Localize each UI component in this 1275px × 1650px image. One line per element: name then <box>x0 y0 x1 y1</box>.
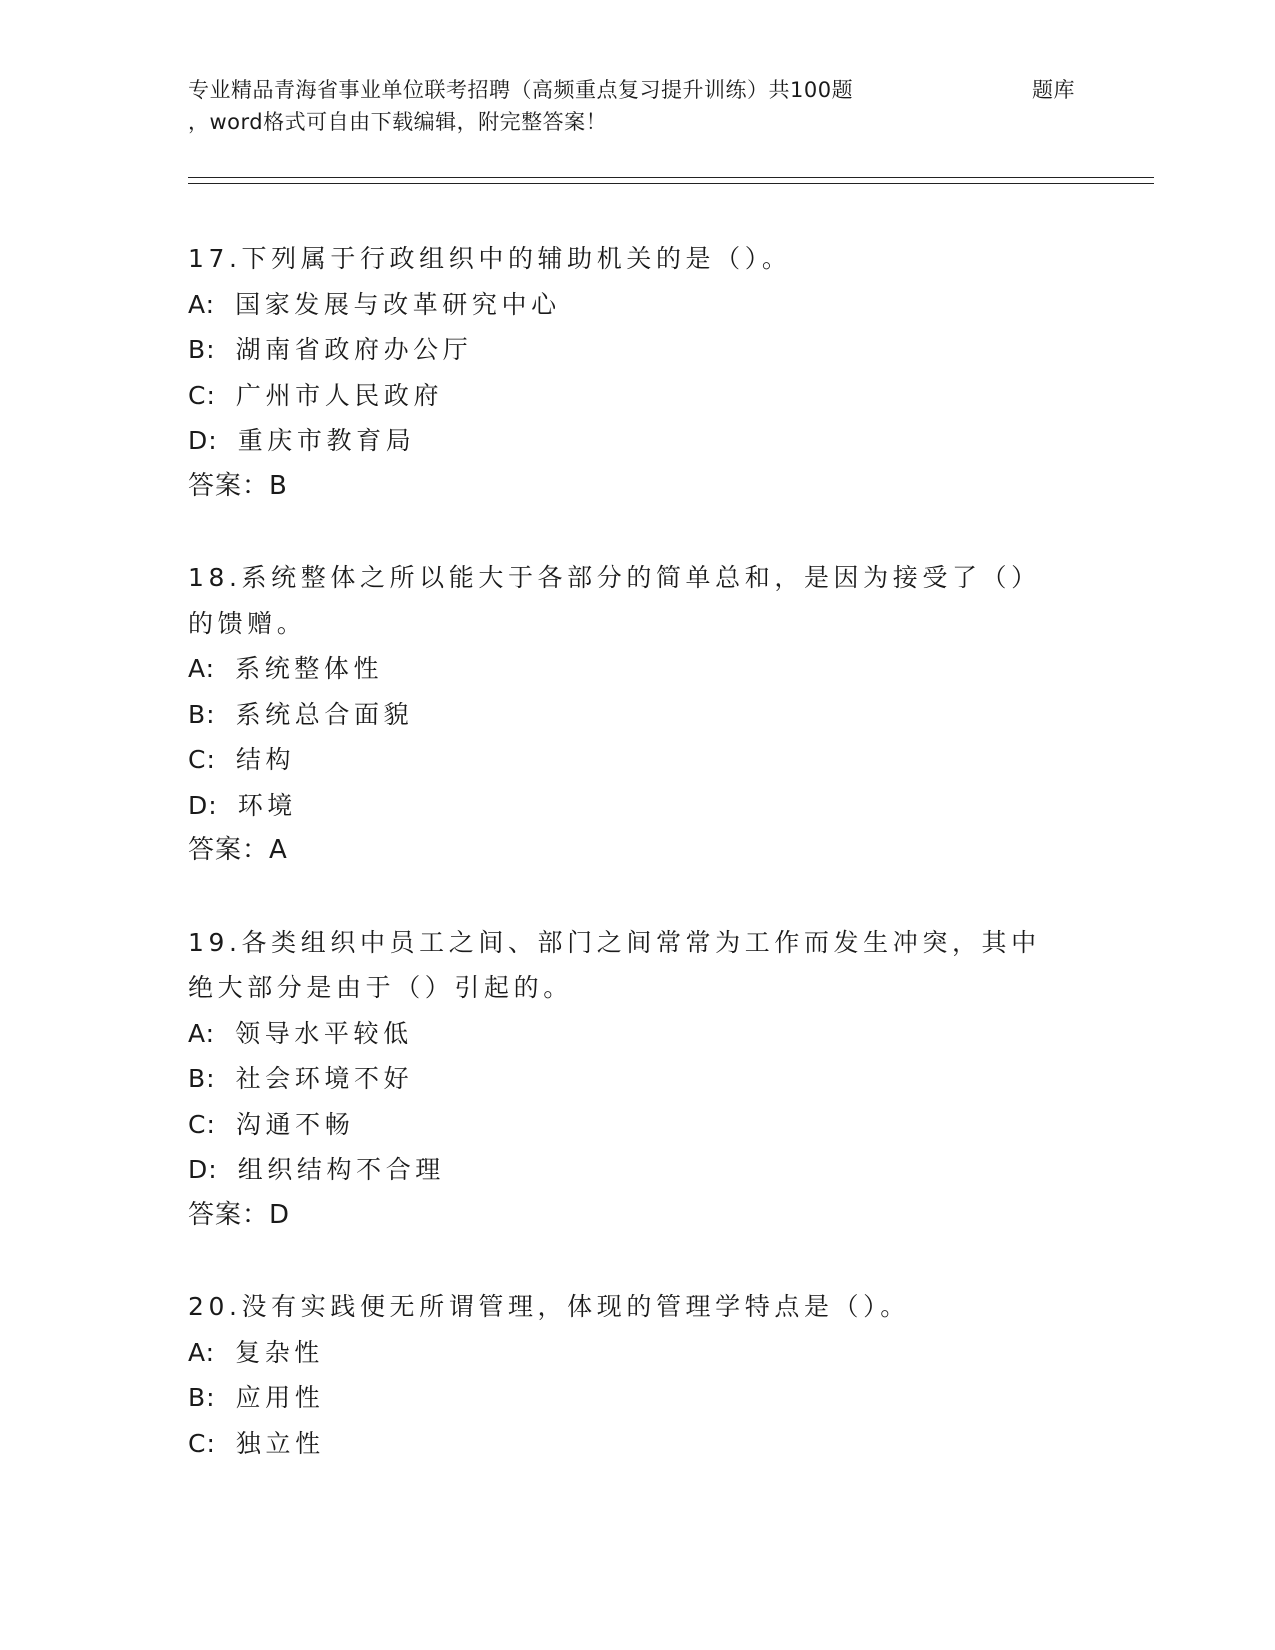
option-text: 国家发展与改革研究中心 <box>235 289 561 319</box>
page-header <box>188 74 1088 138</box>
option-letter: A: <box>188 1018 216 1048</box>
option-d <box>188 783 1088 829</box>
question-18 <box>188 555 1088 874</box>
option-text: 沟通不畅 <box>235 1109 355 1139</box>
question-stem: 20.没有实践便无所谓管理，体现的管理学特点是（）。 <box>188 1292 910 1321</box>
option-c <box>188 373 1088 419</box>
question-list <box>188 236 1088 1466</box>
option-text: 广州市人民政府 <box>235 380 444 410</box>
header-divider-bottom <box>188 183 1154 184</box>
option-d <box>188 418 1088 464</box>
option-letter: D: <box>188 790 218 820</box>
option-text: 复杂性 <box>235 1337 324 1367</box>
header-subtitle: ，word格式可自由下载编辑，附完整答案！ <box>188 110 608 134</box>
option-letter: D: <box>188 1155 218 1184</box>
option-letter: C: <box>188 1428 216 1458</box>
option-text: 社会环境不好 <box>235 1064 414 1093</box>
option-c <box>188 737 1088 783</box>
question-17 <box>188 236 1088 509</box>
header-title: 专业精品青海省事业单位联考招聘（高频重点复习提升训练）共100题 <box>188 78 854 102</box>
option-letter: B: <box>188 699 216 729</box>
header-tag: 题库 <box>1032 78 1075 102</box>
option-letter: C: <box>188 380 216 410</box>
option-text: 重庆市教育局 <box>237 426 416 455</box>
question-stem: 17.下列属于行政组织中的辅助机关的是（）。 <box>188 244 792 273</box>
option-b <box>188 692 1088 738</box>
option-text: 环境 <box>237 790 297 820</box>
question-19 <box>188 920 1088 1239</box>
answer-label: 答案：B <box>188 470 288 501</box>
option-b <box>188 327 1088 373</box>
option-text: 组织结构不合理 <box>237 1155 445 1184</box>
option-a <box>188 282 1088 328</box>
option-letter: A: <box>188 654 216 683</box>
option-text: 应用性 <box>235 1383 325 1412</box>
option-c <box>188 1421 1088 1467</box>
option-b <box>188 1056 1088 1102</box>
question-20 <box>188 1284 1088 1466</box>
option-a <box>188 1330 1088 1376</box>
question-stem: 19.各类组织中员工之间、部门之间常常为工作而发生冲突，其中绝大部分是由于（）引起的。 <box>188 927 1041 1002</box>
option-text: 独立性 <box>235 1428 325 1458</box>
option-text: 湖南省政府办公厅 <box>235 335 473 364</box>
question-stem: 18.系统整体之所以能大于各部分的简单总和，是因为接受了（）的馈赠。 <box>188 563 1041 638</box>
option-letter: B: <box>188 1383 216 1412</box>
header-divider-top <box>188 177 1154 178</box>
option-a <box>188 1011 1088 1057</box>
option-letter: C: <box>188 1109 216 1139</box>
option-letter: A: <box>188 289 216 319</box>
option-c <box>188 1102 1088 1148</box>
header-line-1 <box>188 74 1088 106</box>
option-text: 系统总合面貌 <box>235 699 414 729</box>
option-d <box>188 1147 1088 1193</box>
option-a <box>188 646 1088 692</box>
option-b <box>188 1375 1088 1421</box>
option-text: 结构 <box>235 745 296 774</box>
answer-label: 答案：D <box>188 1199 291 1230</box>
option-text: 系统整体性 <box>235 654 384 683</box>
option-letter: D: <box>188 426 218 455</box>
answer-label: 答案：A <box>188 835 288 865</box>
option-letter: B: <box>188 335 216 364</box>
option-letter: A: <box>188 1337 216 1367</box>
option-letter: C: <box>188 745 216 774</box>
option-letter: B: <box>188 1064 216 1093</box>
option-text: 领导水平较低 <box>235 1018 413 1048</box>
